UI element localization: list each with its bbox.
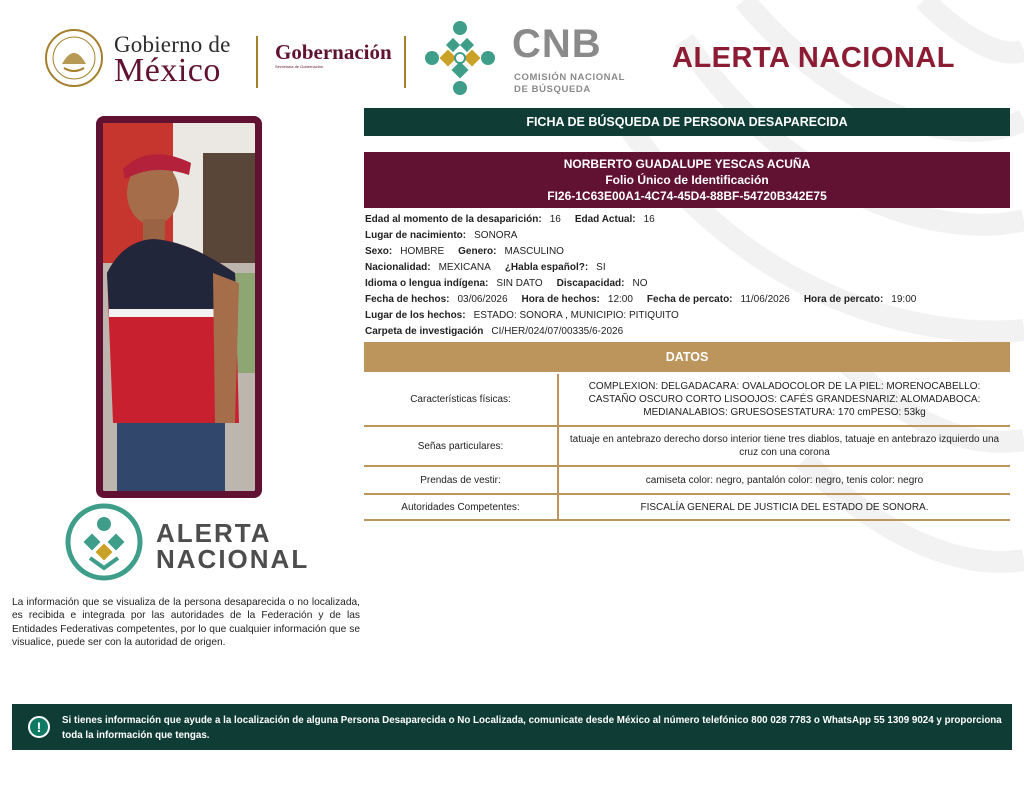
info-label: Fecha de percato: [646, 294, 733, 305]
header-divider [256, 36, 258, 88]
info-label: Hora de hechos: [521, 294, 600, 305]
info-label: Genero: [458, 246, 497, 257]
info-label: Edad Actual: [574, 214, 636, 225]
info-label: Carpeta de investigación [365, 326, 484, 337]
info-row [365, 292, 1005, 308]
footer-text: Si tienes información que ayude a la localización de alguna Persona Desaparecida o No Localizada, comunicate desde México al número telefónico 800 028 7783 o WhatsApp 55 1309 9024 y proporciona toda la información que tengas. [62, 715, 1002, 741]
info-label: Lugar de los hechos: [365, 310, 466, 321]
cnb-subtitle-line2: DE BÚSQUEDA [514, 84, 591, 95]
info-label: Nacionalidad: [365, 262, 431, 273]
table-row [364, 426, 1010, 466]
datos-table [364, 374, 1010, 521]
info-row [365, 308, 1005, 324]
person-name-box [364, 152, 1010, 208]
info-row [365, 324, 1005, 340]
person-photo [103, 123, 255, 491]
gobernacion-subtitle: Secretaría de Gobernación [275, 64, 324, 69]
person-info [365, 212, 1005, 340]
photo-frame [96, 116, 262, 498]
info-row [365, 228, 1005, 244]
table-label: Señas particulares: [364, 426, 558, 466]
table-value: FISCALÍA GENERAL DE JUSTICIA DEL ESTADO DE SONORA. [558, 494, 1010, 520]
escudo-nacional-icon [44, 28, 104, 88]
info-label: Hora de percato: [803, 294, 884, 305]
info-value: SONORA [474, 230, 518, 241]
alerta-nacional-title: ALERTA NACIONAL [672, 42, 955, 74]
table-row [364, 374, 1010, 426]
alerta-nacional-emblem-icon [64, 502, 144, 582]
info-label: Lugar de nacimiento: [365, 230, 467, 241]
info-label: Sexo: [365, 246, 393, 257]
gobernacion-logo: Gobernación [275, 40, 392, 64]
info-row [365, 260, 1005, 276]
info-label: Edad al momento de la desaparición: [365, 214, 542, 225]
gobierno-line2: México [114, 52, 221, 89]
info-label: Fecha de hechos: [365, 294, 450, 305]
datos-title-bar: DATOS [364, 342, 1010, 372]
info-value: HOMBRE [400, 246, 445, 257]
info-value: 12:00 [607, 294, 633, 305]
header [0, 0, 1024, 104]
info-value: 03/06/2026 [457, 294, 508, 305]
header-divider [404, 36, 406, 88]
alerta-logo-line2: NACIONAL [156, 544, 310, 574]
info-value: CI/HER/024/07/00335/6-2026 [491, 326, 624, 337]
folio-value: FI26-1C63E00A1-4C74-45D4-88BF-54720B342E75 [547, 189, 827, 203]
info-value: MEXICANA [438, 262, 491, 273]
info-value: MASCULINO [504, 246, 564, 257]
table-value: tatuaje en antebrazo derecho dorso interior tiene tres diablos, tatuaje en antebrazo izquierdo una cruz con una corona [558, 426, 1010, 466]
disclaimer-text: La información que se visualiza de la persona desaparecida o no localizada, es recibida e integrada por las autoridades de la Federación y de las Entidades Federativas competentes, por lo que cualquier información que se visualice, puede ser con la autoridad de origen. [12, 597, 360, 648]
ficha-title-bar: FICHA DE BÚSQUEDA DE PERSONA DESAPARECIDA [364, 108, 1010, 136]
exclamation-icon: ! [28, 716, 50, 738]
info-value: 19:00 [891, 294, 917, 305]
table-value: COMPLEXION: DELGADACARA: OVALADOCOLOR DE LA PIEL: MORENOCABELLO: CASTAÑO OSCURO CORTO LISOOJOS: CAFÉS GRANDESNARIZ: ALOMADABOCA: MEDIANALABIOS: GRUESOSESTATURA: 170 cmPESO: 53kg [558, 374, 1010, 426]
info-value: 16 [643, 214, 655, 225]
table-value: camiseta color: negro, pantalón color: negro, tenis color: negro [558, 466, 1010, 494]
info-label: Discapacidad: [556, 278, 625, 289]
table-label: Características físicas: [364, 374, 558, 426]
person-name: NORBERTO GUADALUPE YESCAS ACUÑA [563, 157, 811, 171]
alerta-logo-line1: ALERTA [156, 518, 272, 548]
table-row [364, 466, 1010, 494]
info-value: ESTADO: SONORA , MUNICIPIO: PITIQUITO [473, 310, 679, 321]
cnb-title: CNB [512, 22, 602, 66]
info-value: SIN DATO [496, 278, 543, 289]
footer-banner [12, 704, 1012, 750]
info-value: SI [596, 262, 606, 273]
person-photo-illustration [103, 123, 255, 491]
info-row [365, 276, 1005, 292]
info-row [365, 244, 1005, 260]
info-value: NO [632, 278, 648, 289]
info-row [365, 212, 1005, 228]
table-row [364, 494, 1010, 520]
info-label: ¿Habla español?: [504, 262, 589, 273]
cnb-emblem-icon [420, 18, 500, 98]
cnb-subtitle-line1: COMISIÓN NACIONAL [514, 72, 626, 83]
table-label: Autoridades Competentes: [364, 494, 558, 520]
folio-label: Folio Único de Identificación [605, 173, 769, 187]
info-value: 11/06/2026 [740, 294, 790, 305]
gobierno-de-mexico-logo [44, 26, 244, 90]
info-value: 16 [549, 214, 561, 225]
table-label: Prendas de vestir: [364, 466, 558, 494]
info-label: Idioma o lengua indígena: [365, 278, 489, 289]
gobierno-line1: Gobierno de [114, 32, 231, 57]
